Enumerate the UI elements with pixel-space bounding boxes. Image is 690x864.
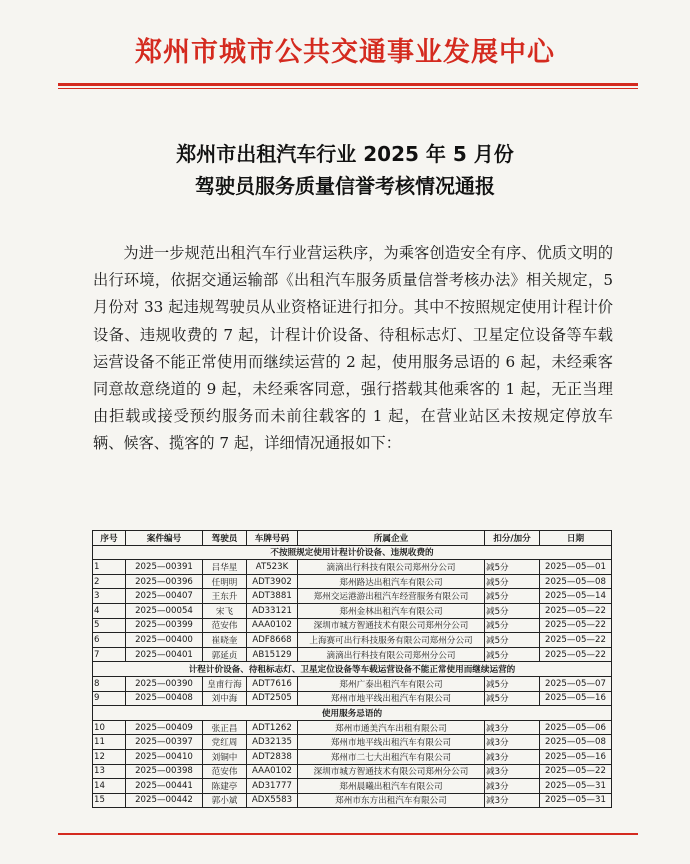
cell-points: 减3分 bbox=[485, 749, 540, 764]
cell-driver: 郭延贞 bbox=[203, 647, 247, 662]
cell-plate: ADT2505 bbox=[247, 691, 298, 706]
cell-index: 3 bbox=[93, 589, 126, 604]
cell-driver: 宋飞 bbox=[203, 603, 247, 618]
document-title-line1: 郑州市出租汽车行业 2025 年 5 月份 bbox=[176, 142, 514, 166]
cell-company: 深圳市城方智通技术有限公司郑州分公司 bbox=[298, 618, 485, 633]
table-row bbox=[93, 618, 612, 633]
document-title-line2: 驾驶员服务质量信誉考核情况通报 bbox=[195, 174, 495, 198]
cell-index: 8 bbox=[93, 676, 126, 691]
table-row bbox=[93, 764, 612, 779]
cell-date: 2025—05—08 bbox=[540, 574, 612, 589]
table-row bbox=[93, 633, 612, 648]
table-row bbox=[93, 560, 612, 575]
cell-case-no: 2025—00407 bbox=[126, 589, 203, 604]
letterhead-divider bbox=[58, 83, 638, 86]
cell-plate: AD31777 bbox=[247, 779, 298, 794]
cell-index: 13 bbox=[93, 764, 126, 779]
cell-index: 11 bbox=[93, 735, 126, 750]
cell-case-no: 2025—00408 bbox=[126, 691, 203, 706]
cell-case-no: 2025—00410 bbox=[126, 749, 203, 764]
cell-case-no: 2025—00442 bbox=[126, 793, 203, 808]
cell-index: 10 bbox=[93, 720, 126, 735]
cell-plate: ADT1262 bbox=[247, 720, 298, 735]
cell-date: 2025—05—07 bbox=[540, 676, 612, 691]
cell-date: 2025—05—14 bbox=[540, 589, 612, 604]
table-row bbox=[93, 589, 612, 604]
table-row bbox=[93, 691, 612, 706]
table-group-row bbox=[93, 706, 612, 721]
cell-index: 1 bbox=[93, 560, 126, 575]
cell-case-no: 2025—00399 bbox=[126, 618, 203, 633]
cell-driver: 张正昌 bbox=[203, 720, 247, 735]
group-title: 计程计价设备、待租标志灯、卫星定位设备等车载运营设备不能正常使用而继续运营的 bbox=[93, 662, 612, 677]
col-header-plate: 车牌号码 bbox=[247, 531, 298, 546]
cell-driver: 崔晓奎 bbox=[203, 633, 247, 648]
col-header-company: 所属企业 bbox=[298, 531, 485, 546]
cell-date: 2025—05—22 bbox=[540, 633, 612, 648]
cell-driver: 刘铜中 bbox=[203, 749, 247, 764]
cell-company: 滴滴出行科技有限公司郑州分公司 bbox=[298, 647, 485, 662]
cell-plate: AB15129 bbox=[247, 647, 298, 662]
cell-case-no: 2025—00396 bbox=[126, 574, 203, 589]
cell-index: 2 bbox=[93, 574, 126, 589]
cell-company: 郑州交运港游出租汽车经营服务有限公司 bbox=[298, 589, 485, 604]
table-row bbox=[93, 574, 612, 589]
cell-points: 减5分 bbox=[485, 589, 540, 604]
cell-index: 14 bbox=[93, 779, 126, 794]
cell-plate: AT523K bbox=[247, 560, 298, 575]
cell-points: 减5分 bbox=[485, 691, 540, 706]
cell-company: 郑州市二七大出租汽车有限公司 bbox=[298, 749, 485, 764]
cell-points: 减5分 bbox=[485, 574, 540, 589]
cell-points: 减5分 bbox=[485, 560, 540, 575]
cell-case-no: 2025—00401 bbox=[126, 647, 203, 662]
cell-plate: ADF8668 bbox=[247, 633, 298, 648]
table-row bbox=[93, 676, 612, 691]
cell-date: 2025—05—22 bbox=[540, 764, 612, 779]
cell-company: 郑州市地平线出租汽车有限公司 bbox=[298, 691, 485, 706]
cell-date: 2025—05—08 bbox=[540, 735, 612, 750]
cell-points: 减5分 bbox=[485, 676, 540, 691]
cell-points: 减3分 bbox=[485, 720, 540, 735]
cell-plate: ADT7616 bbox=[247, 676, 298, 691]
cell-case-no: 2025—00054 bbox=[126, 603, 203, 618]
violations-table bbox=[92, 530, 612, 808]
cell-index: 5 bbox=[93, 618, 126, 633]
table-group-row bbox=[93, 545, 612, 560]
cell-company: 郑州市东方出租汽车有限公司 bbox=[298, 793, 485, 808]
cell-index: 4 bbox=[93, 603, 126, 618]
cell-date: 2025—05—31 bbox=[540, 793, 612, 808]
cell-case-no: 2025—00400 bbox=[126, 633, 203, 648]
cell-company: 滴滴出行科技有限公司郑州分公司 bbox=[298, 560, 485, 575]
cell-plate: AAA0102 bbox=[247, 764, 298, 779]
col-header-points: 扣分/加分 bbox=[485, 531, 540, 546]
table-group-row bbox=[93, 662, 612, 677]
cell-index: 7 bbox=[93, 647, 126, 662]
col-header-index: 序号 bbox=[93, 531, 126, 546]
cell-plate: AD33121 bbox=[247, 603, 298, 618]
cell-index: 6 bbox=[93, 633, 126, 648]
cell-points: 减5分 bbox=[485, 618, 540, 633]
cell-plate: AAA0102 bbox=[247, 618, 298, 633]
table-header-row bbox=[93, 531, 612, 546]
cell-plate: AD32135 bbox=[247, 735, 298, 750]
col-header-driver: 驾驶员 bbox=[203, 531, 247, 546]
cell-driver: 范安伟 bbox=[203, 764, 247, 779]
cell-driver: 王东升 bbox=[203, 589, 247, 604]
cell-case-no: 2025—00409 bbox=[126, 720, 203, 735]
cell-driver: 刘中海 bbox=[203, 691, 247, 706]
cell-date: 2025—05—01 bbox=[540, 560, 612, 575]
cell-company: 郑州市通美汽车出租有限公司 bbox=[298, 720, 485, 735]
cell-points: 减3分 bbox=[485, 779, 540, 794]
cell-date: 2025—05—16 bbox=[540, 749, 612, 764]
cell-driver: 吕华星 bbox=[203, 560, 247, 575]
group-title: 使用服务忌语的 bbox=[93, 706, 612, 721]
cell-index: 9 bbox=[93, 691, 126, 706]
table-row bbox=[93, 735, 612, 750]
cell-date: 2025—05—31 bbox=[540, 779, 612, 794]
cell-company: 上海赛可出行科技服务有限公司郑州分公司 bbox=[298, 633, 485, 648]
cell-company: 郑州路达出租汽车有限公司 bbox=[298, 574, 485, 589]
cell-company: 郑州广泰出租汽车有限公司 bbox=[298, 676, 485, 691]
cell-plate: ADT3881 bbox=[247, 589, 298, 604]
cell-case-no: 2025—00390 bbox=[126, 676, 203, 691]
cell-company: 郑州金林出租汽车有限公司 bbox=[298, 603, 485, 618]
cell-points: 减3分 bbox=[485, 793, 540, 808]
body-paragraph: 为进一步规范出租汽车行业营运秩序，为乘客创造安全有序、优质文明的出行环境，依据交通运输部《出租汽车服务质量信誉考核办法》相关规定，5 月份对 33 起违规驾驶员从业资格证进行扣分。其中不按照规定使用计程计价设备、违规收费的 7 起，计程计价设备、待租标志灯、卫星定位设备等车载运营设备不能正常使用而继续运营的 2 起，使用服务忌语的 6 起，未经乘客同意故意绕道的 9 起，未经乘客同意，强行搭载其他乘客的 1 起，无正当理由拒载或接受预约服务而未前往载客的 1 起，在营业站区未按规定停放车辆、候客、揽客的 7 起，详细情况通报如下： bbox=[93, 244, 613, 453]
cell-case-no: 2025—00441 bbox=[126, 779, 203, 794]
cell-driver: 陈建亭 bbox=[203, 779, 247, 794]
cell-plate: ADT3902 bbox=[247, 574, 298, 589]
table-row bbox=[93, 779, 612, 794]
cell-driver: 任明明 bbox=[203, 574, 247, 589]
col-header-case-no: 案件编号 bbox=[126, 531, 203, 546]
cell-driver: 皇甫行海 bbox=[203, 676, 247, 691]
col-header-date: 日期 bbox=[540, 531, 612, 546]
footer-divider bbox=[58, 833, 638, 835]
cell-points: 减3分 bbox=[485, 764, 540, 779]
group-title: 不按照规定使用计程计价设备、违规收费的 bbox=[93, 545, 612, 560]
cell-index: 15 bbox=[93, 793, 126, 808]
cell-case-no: 2025—00391 bbox=[126, 560, 203, 575]
cell-points: 减5分 bbox=[485, 633, 540, 648]
cell-date: 2025—05—22 bbox=[540, 603, 612, 618]
cell-points: 减5分 bbox=[485, 603, 540, 618]
cell-date: 2025—05—22 bbox=[540, 647, 612, 662]
cell-index: 12 bbox=[93, 749, 126, 764]
cell-case-no: 2025—00397 bbox=[126, 735, 203, 750]
cell-plate: ADT2838 bbox=[247, 749, 298, 764]
letterhead-divider-thin bbox=[58, 88, 638, 89]
table-row bbox=[93, 749, 612, 764]
cell-points: 减3分 bbox=[485, 735, 540, 750]
table-row bbox=[93, 603, 612, 618]
cell-company: 郑州市地平线出租汽车有限公司 bbox=[298, 735, 485, 750]
cell-plate: ADX5583 bbox=[247, 793, 298, 808]
cell-date: 2025—05—06 bbox=[540, 720, 612, 735]
table-row bbox=[93, 647, 612, 662]
cell-case-no: 2025—00398 bbox=[126, 764, 203, 779]
cell-points: 减5分 bbox=[485, 647, 540, 662]
cell-date: 2025—05—16 bbox=[540, 691, 612, 706]
cell-driver: 党红周 bbox=[203, 735, 247, 750]
cell-date: 2025—05—22 bbox=[540, 618, 612, 633]
cell-company: 郑州晨曦出租汽车有限公司 bbox=[298, 779, 485, 794]
cell-company: 深圳市城方智通技术有限公司郑州分公司 bbox=[298, 764, 485, 779]
cell-driver: 郭小斌 bbox=[203, 793, 247, 808]
table-row bbox=[93, 720, 612, 735]
org-letterhead: 郑州市城市公共交通事业发展中心 bbox=[135, 37, 555, 68]
table-row bbox=[93, 793, 612, 808]
cell-driver: 范安伟 bbox=[203, 618, 247, 633]
